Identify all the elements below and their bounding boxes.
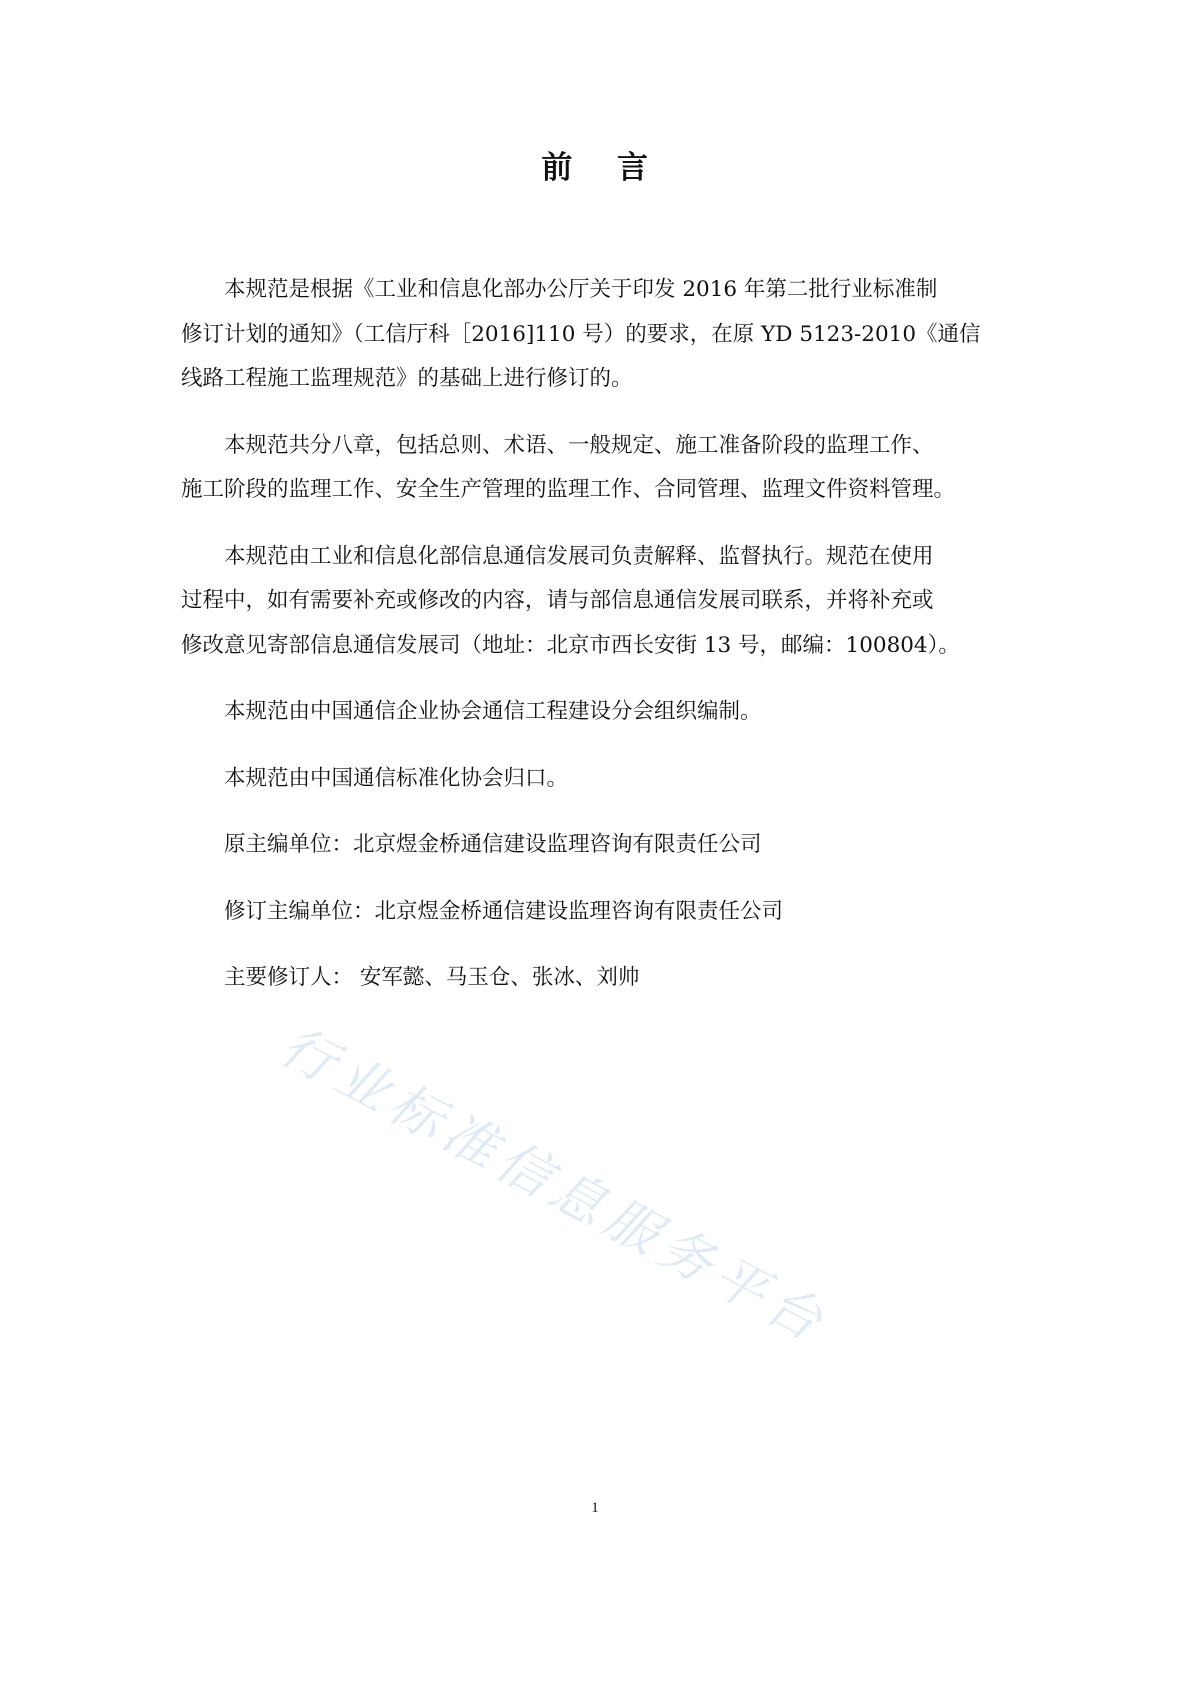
statement-managed-by: 本规范由中国通信标准化协会归口。 xyxy=(224,765,569,791)
title-char-1: 前 xyxy=(541,150,573,186)
statement-revisers: 主要修订人： 安军懿、马玉仓、张冰、刘帅 xyxy=(224,965,640,990)
paragraph-line: 修订计划的通知》（工信厅科［2016]110 号）的要求，在原 YD 5123-2010《通信 xyxy=(181,321,981,347)
paragraph-basis xyxy=(181,268,1017,402)
paragraph-line: 施工阶段的监理工作、安全生产管理的监理工作、合同管理、监理文件资料管理。 xyxy=(181,477,956,502)
paragraph-line: 本规范由工业和信息化部信息通信发展司负责解释、监督执行。规范在使用 xyxy=(224,543,934,569)
watermark-text: 行业标准信息服务平台 xyxy=(270,1015,838,1356)
page-number: 1 xyxy=(591,1500,599,1516)
paragraph-chapters xyxy=(181,424,1017,513)
paragraph-line: 本规范是根据《工业和信息化部办公厅关于印发 2016 年第二批行业标准制 xyxy=(224,277,938,302)
statement-original-editor: 原主编单位：北京煜金桥通信建设监理咨询有限责任公司 xyxy=(224,832,762,857)
paragraph-line: 过程中，如有需要补充或修改的内容，请与部信息通信发展司联系，并将补充或 xyxy=(181,588,934,613)
document-body xyxy=(181,268,1017,1023)
statement-compiled-by: 本规范由中国通信企业协会通信工程建设分会组织编制。 xyxy=(224,699,762,724)
title-char-2: 言 xyxy=(617,150,649,186)
paragraph-line: 本规范共分八章，包括总则、术语、一般规定、施工准备阶段的监理工作、 xyxy=(224,432,934,458)
paragraph-interpretation xyxy=(181,535,1017,669)
page-title xyxy=(0,142,1190,187)
statement-revision-editor: 修订主编单位：北京煜金桥通信建设监理咨询有限责任公司 xyxy=(224,898,784,924)
paragraph-line: 修改意见寄部信息通信发展司（地址：北京市西长安街 13 号，邮编：100804）。 xyxy=(181,632,960,658)
paragraph-line: 线路工程施工监理规范》的基础上进行修订的。 xyxy=(181,366,633,391)
